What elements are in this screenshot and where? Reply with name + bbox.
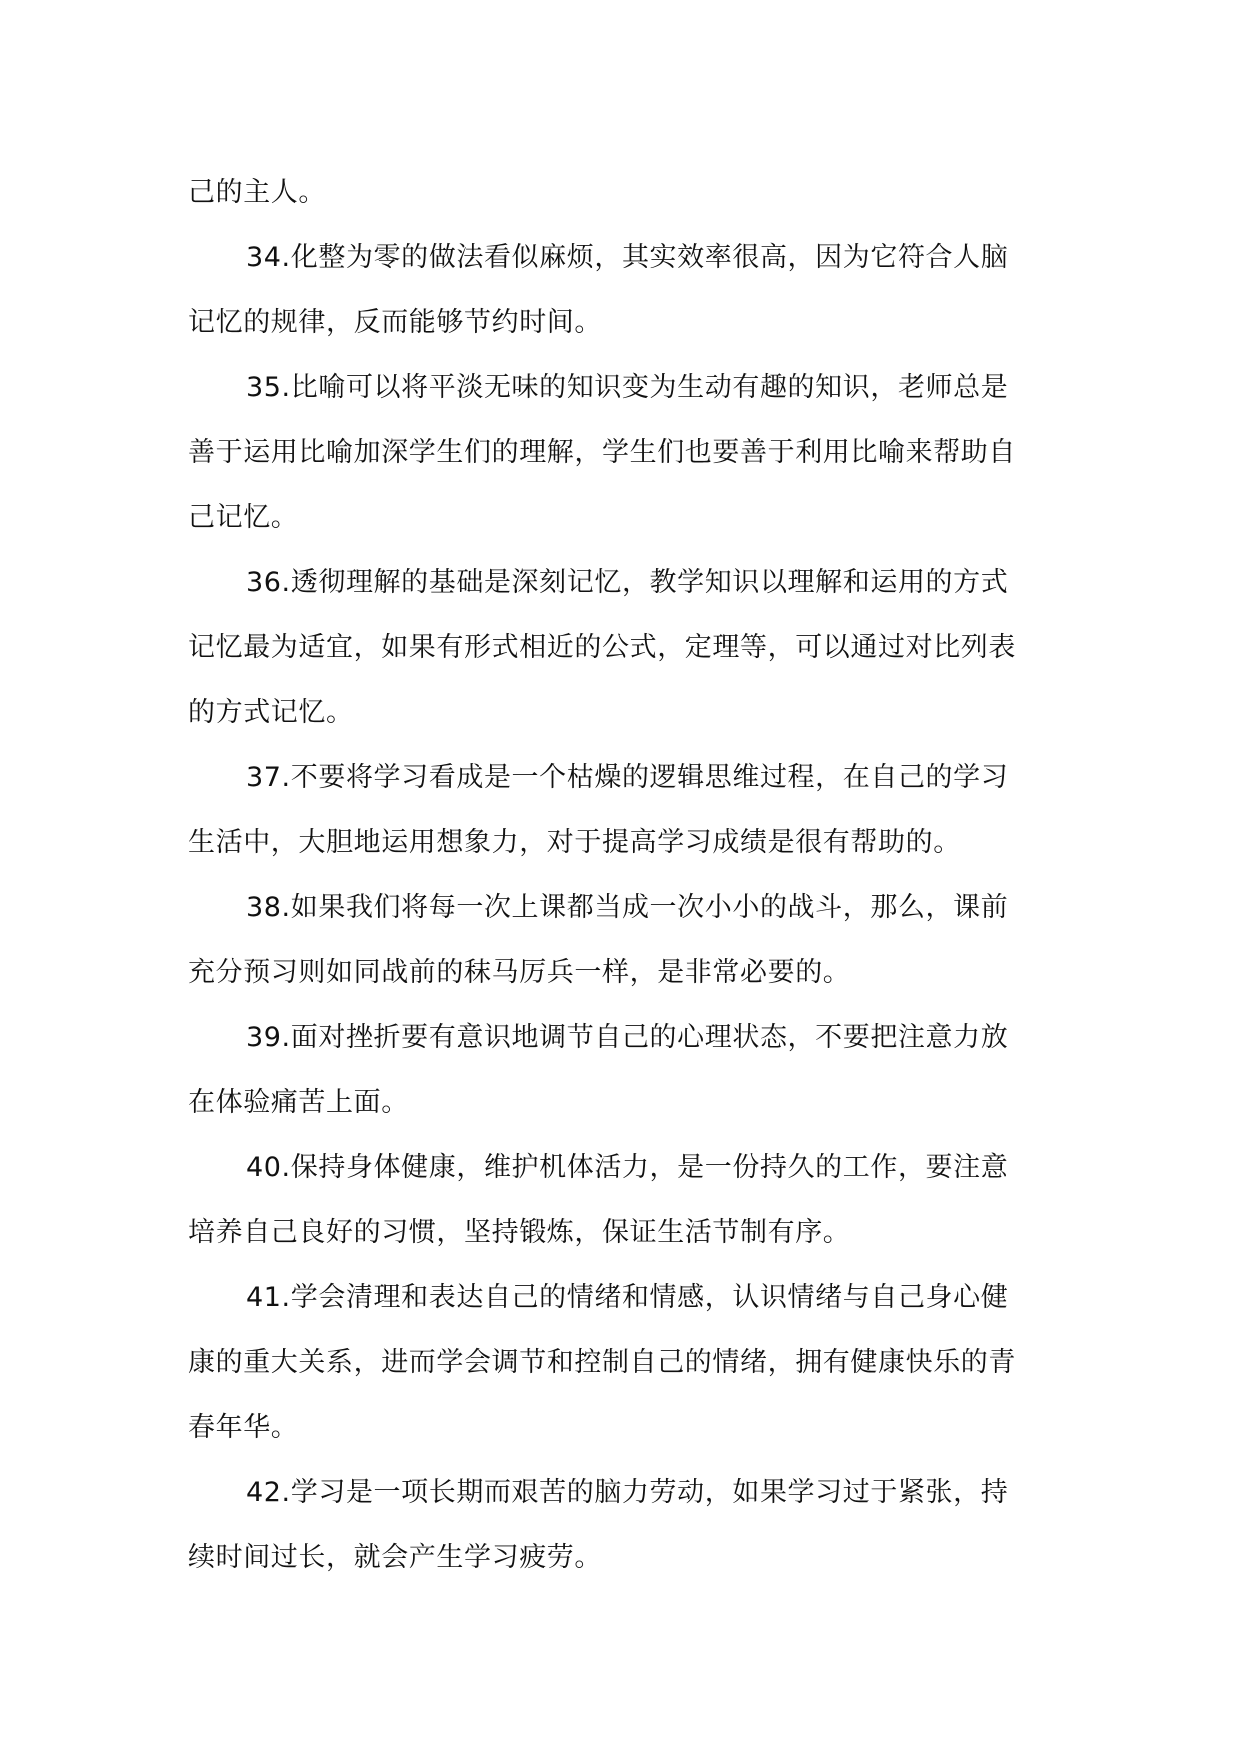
paragraph-36 [188,550,1054,745]
text-line: 41.学会清理和表达自己的情绪和情感，认识情绪与自己身心健 [246,1282,1009,1313]
text-line: 培养自己良好的习惯，坚持锻炼，保证生活节制有序。 [188,1217,851,1248]
paragraph-41 [188,1265,1054,1460]
text-line: 39.面对挫折要有意识地调节自己的心理状态，不要把注意力放 [246,1022,1009,1053]
text-line: 37.不要将学习看成是一个枯燥的逻辑思维过程，在自己的学习 [246,762,1009,793]
text-line: 善于运用比喻加深学生们的理解，学生们也要善于利用比喻来帮助自 [188,437,1016,468]
text-line: 充分预习则如同战前的秣马厉兵一样，是非常必要的。 [188,957,851,988]
text-line: 己记忆。 [188,502,299,533]
text-line: 记忆最为适宜，如果有形式相近的公式，定理等，可以通过对比列表 [188,632,1016,663]
text-line: 续时间过长，就会产生学习疲劳。 [188,1542,602,1573]
text-line: 42.学习是一项长期而艰苦的脑力劳动，如果学习过于紧张，持 [246,1477,1009,1508]
text-line: 38.如果我们将每一次上课都当成一次小小的战斗，那么，课前 [246,892,1009,923]
text-line: 36.透彻理解的基础是深刻记忆，教学知识以理解和运用的方式 [246,567,1009,598]
paragraph-42 [188,1460,1054,1590]
text-line: 的方式记忆。 [188,697,354,728]
paragraph-continuation [188,160,1054,225]
document-body [188,160,1054,1590]
text-line: 40.保持身体健康，维护机体活力，是一份持久的工作，要注意 [246,1152,1009,1183]
paragraph-37 [188,745,1054,875]
text-line: 记忆的规律，反而能够节约时间。 [188,307,602,338]
paragraph-38 [188,875,1054,1005]
text-line: 康的重大关系，进而学会调节和控制自己的情绪，拥有健康快乐的青 [188,1347,1016,1378]
paragraph-40 [188,1135,1054,1265]
text-line: 35.比喻可以将平淡无味的知识变为生动有趣的知识，老师总是 [246,372,1009,403]
paragraph-35 [188,355,1054,550]
text-line: 己的主人。 [188,177,326,208]
text-line: 34.化整为零的做法看似麻烦，其实效率很高，因为它符合人脑 [246,242,1009,273]
paragraph-34 [188,225,1054,355]
paragraph-39 [188,1005,1054,1135]
text-line: 春年华。 [188,1412,299,1443]
text-line: 在体验痛苦上面。 [188,1087,409,1118]
text-line: 生活中，大胆地运用想象力，对于提高学习成绩是很有帮助的。 [188,827,961,858]
